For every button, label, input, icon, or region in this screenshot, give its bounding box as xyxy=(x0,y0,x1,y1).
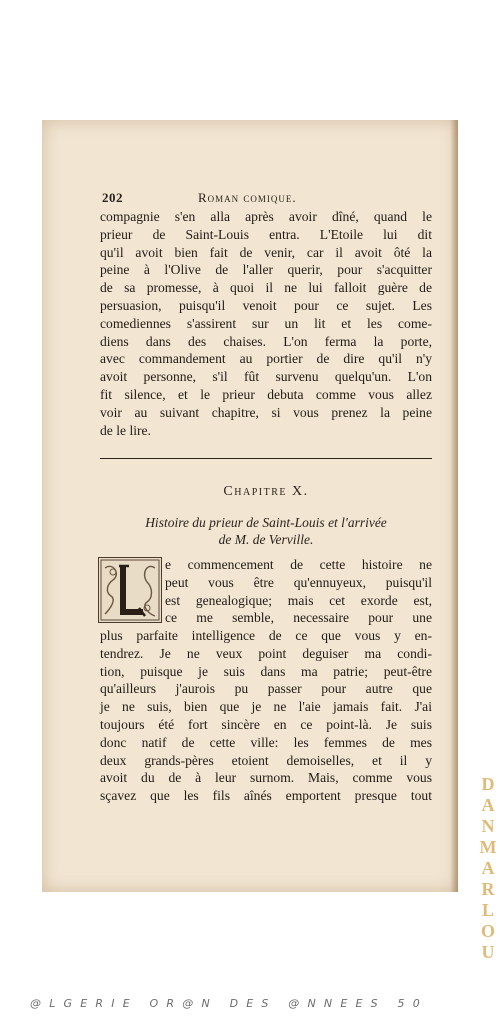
text-line: peine à l'Olive de l'aller querir, pour s'acquitter xyxy=(100,262,432,278)
text-line: de sa promesse, à quoi il ne lui falloit guère de xyxy=(100,280,432,296)
text-line: tion, puisque je suis dans ma patrie; peut-être xyxy=(100,663,432,679)
text-line: avoit personne, s'il fût survenu quelqu'un. L'on xyxy=(100,369,432,385)
text-line: peut vous être qu'ennuyeux, puisqu'il xyxy=(165,574,432,590)
paragraph-top xyxy=(100,208,432,439)
paragraph-chapter-indented xyxy=(165,556,432,627)
page-number: 202 xyxy=(102,190,123,205)
text-line: est genealogique; mais cet exorde est, xyxy=(165,592,432,608)
text-line: comediennes s'assirent sur un lit et les come- xyxy=(100,315,432,331)
watermark-letter: L xyxy=(481,900,494,920)
paragraph-chapter xyxy=(100,627,432,805)
text-line: deux grands-pères etoient demoiselles, et il y xyxy=(100,752,432,768)
text-line: qu'ailleurs j'aurois pu passer pour autre que xyxy=(100,681,432,697)
section-rule xyxy=(100,458,432,459)
text-line: fit silence, et le prieur debuta comme vous allez xyxy=(100,386,432,402)
drop-cap-ornament xyxy=(98,557,162,623)
text-line: e commencement de cette histoire ne xyxy=(165,557,432,572)
watermark-letter: A xyxy=(481,795,495,815)
text-line: persuasion, puisqu'il venoit pour ce sujet. Les xyxy=(100,297,432,313)
chapter-subtitle xyxy=(100,514,432,548)
text-line: de le lire. xyxy=(100,422,151,438)
watermark-letter: D xyxy=(481,774,495,794)
vertical-watermark xyxy=(477,774,499,986)
text-line: plus parfaite intelligence de ce que vous y en- xyxy=(100,628,432,643)
text-line: je ne suis, bien que je ne l'aie jamais fait. J'ai xyxy=(100,699,432,715)
watermark-letter: N xyxy=(481,816,495,836)
drop-cap-ornament-icon xyxy=(99,558,161,622)
text-line: qu'il avoit bien fait de venir, car il avoit ôté la xyxy=(100,244,432,260)
watermark-letter: M xyxy=(479,837,497,857)
text-line: diens dans des chaises. L'on ferma la porte, xyxy=(100,333,432,349)
text-line: donc natif de cette ville: les femmes de mes xyxy=(100,734,432,750)
text-line: compagnie s'en alla après avoir dîné, quand le xyxy=(100,209,432,224)
text-line: sçavez que les fils aînés emportent presque tout xyxy=(100,788,432,804)
text-line: tendrez. Je ne veux point deguiser ma condi- xyxy=(100,645,432,661)
watermark-letter: R xyxy=(481,879,495,899)
chapter-subtitle-line: de M. de Verville. xyxy=(218,532,314,547)
text-line: toujours été fort sincère en ce point-là. Je suis xyxy=(100,716,432,732)
watermark-letter: A xyxy=(481,858,495,878)
running-head xyxy=(102,190,432,210)
watermark-letter: O xyxy=(480,921,495,941)
text-line: prieur de Saint-Louis entra. L'Etoile lui dit xyxy=(100,226,432,242)
chapter-title: Chapitre X. xyxy=(223,484,309,499)
text-line: avec commandement au portier de dire qu'il n'y xyxy=(100,351,432,367)
running-title: Roman comique. xyxy=(198,190,297,205)
text-line: avoit du de à leur surnom. Mais, comme vous xyxy=(100,770,432,786)
text-line: ce me semble, necessaire pour une xyxy=(165,610,432,626)
chapter-subtitle-line: Histoire du prieur de Saint-Louis et l'arrivée xyxy=(145,515,387,530)
text-line: voir au suivant chapitre, si vous prenez la peine xyxy=(100,404,432,420)
watermark-letter: U xyxy=(481,942,495,962)
footer-watermark: @LGERIE OR@N DES @NNEES 50 xyxy=(30,997,428,1010)
